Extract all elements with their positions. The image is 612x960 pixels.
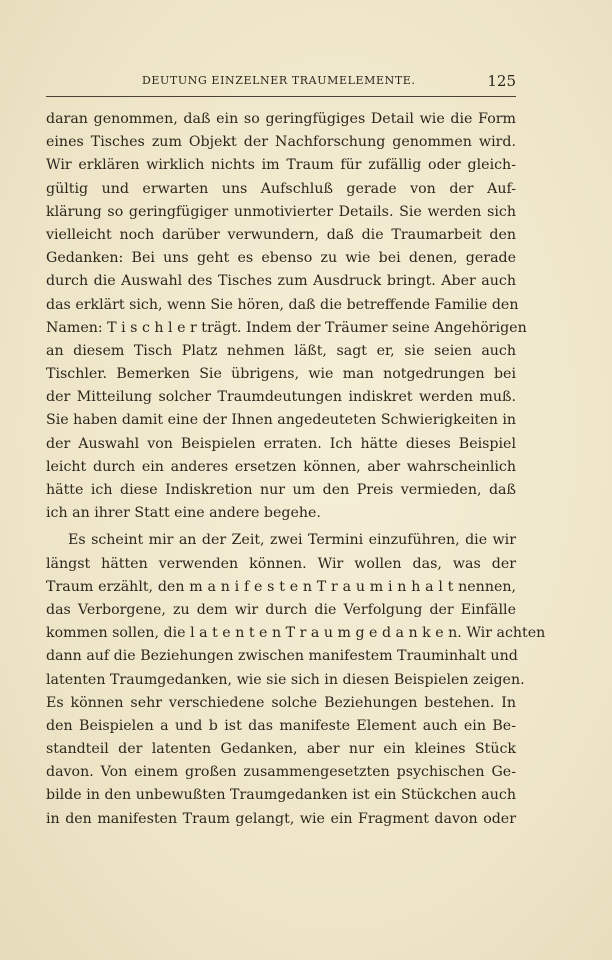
text-line: an diesem Tisch Platz nehmen läßt, sagt er, sie seien auch: [46, 342, 516, 359]
text-line: leicht durch ein anderes ersetzen können, aber wahrscheinlich: [46, 458, 516, 475]
text-line: daran genommen, daß ein so geringfügiges Detail wie die Form: [46, 111, 516, 127]
text-line: Sie haben damit eine der Ihnen angedeuteten Schwierigkeiten in: [46, 412, 517, 429]
text-line: durch die Auswahl des Tisches zum Ausdruck bringt. Aber auch: [46, 273, 516, 290]
text-line: das Verborgene, zu dem wir durch die Verfolgung der Einfälle: [46, 601, 516, 618]
header-rule: [46, 96, 516, 97]
text-line: gültig und erwarten uns Aufschluß gerade von der Auf-: [46, 180, 516, 197]
body-text: [46, 108, 546, 831]
text-line: standteil der latenten Gedanken, aber nur ein kleines Stück: [46, 741, 516, 758]
running-head: DEUTUNG EINZELNER TRAUMELEMENTE.: [142, 74, 416, 87]
text-line: Es können sehr verschiedene solche Beziehungen bestehen. In: [46, 694, 516, 711]
page-header: [46, 74, 516, 94]
text-line: der Auswahl von Beispielen erraten. Ich hätte dieses Beispiel: [46, 435, 516, 452]
text-line: Tischler. Bemerken Sie übrigens, wie man notgedrungen bei: [46, 366, 516, 383]
text-line: Wir erklären wirklich nichts im Traum für zufällig oder gleich-: [46, 157, 516, 174]
text-line: dann auf die Beziehungen zwischen manifestem Trauminhalt und: [46, 648, 518, 665]
text-line: eines Tisches zum Objekt der Nachforschung genommen wird.: [46, 134, 516, 151]
page-number: 125: [487, 72, 516, 90]
text-line: hätte ich diese Indiskretion nur um den Preis vermieden, daß: [46, 482, 516, 498]
text-line: latenten Traumgedanken, wie sie sich in diesen Beispielen zeigen.: [46, 671, 525, 688]
text-line: kommen sollen, die l a t e n t e n T r a u m g e d a n k e n. Wir achten: [46, 625, 546, 642]
text-line: ich an ihrer Statt eine andere begehe.: [46, 505, 321, 522]
text-line: davon. Von einem großen zusammengesetzten psychischen Ge-: [46, 764, 516, 781]
text-line: der Mitteilung solcher Traumdeutungen indiskret werden muß.: [46, 389, 516, 406]
text-line: in den manifesten Traum gelangt, wie ein Fragment davon oder: [46, 810, 516, 827]
text-line: Gedanken: Bei uns geht es ebenso zu wie bei denen, gerade: [46, 250, 516, 267]
text-line: klärung so geringfügiger unmotivierter Details. Sie werden sich: [46, 203, 516, 220]
text-line: Es scheint mir an der Zeit, zwei Termini einzuführen, die wir: [68, 532, 516, 549]
text-line: längst hätten verwenden können. Wir wollen das, was der: [46, 555, 516, 572]
text-line: das erklärt sich, wenn Sie hören, daß die betreffende Familie den: [46, 296, 519, 313]
text-line: Traum erzählt, den m a n i f e s t e n T r a u m i n h a l t nennen,: [46, 578, 516, 595]
text-line: den Beispielen a und b ist das manifeste Element auch ein Be-: [46, 717, 516, 734]
text-line: vielleicht noch darüber verwundern, daß die Traumarbeit den: [46, 226, 516, 243]
text-line: Namen: T i s c h l e r trägt. Indem der Träumer seine Angehörigen: [46, 319, 527, 336]
text-line: bilde in den unbewußten Traumgedanken ist ein Stückchen auch: [46, 787, 516, 804]
